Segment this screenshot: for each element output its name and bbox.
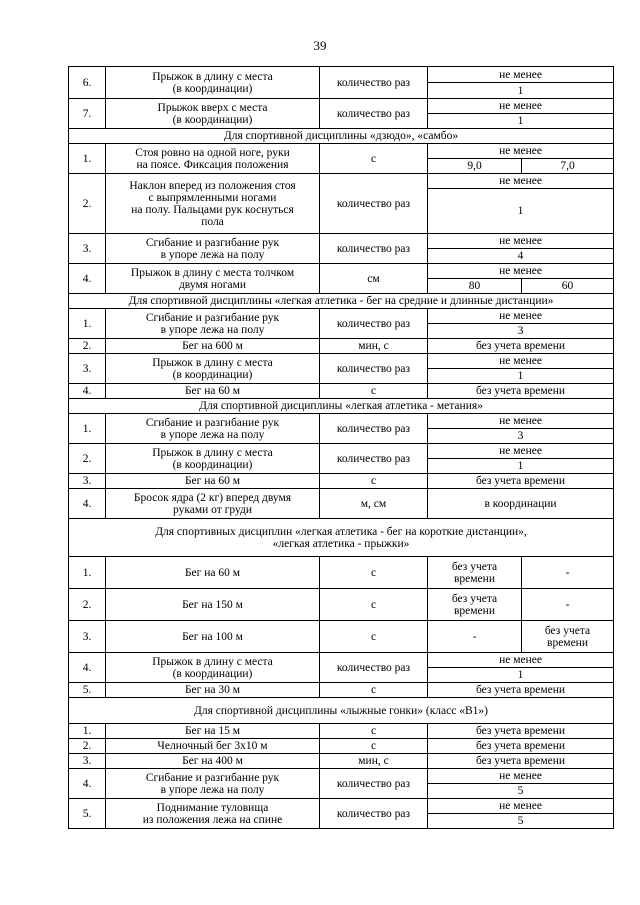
row-number: 1.	[69, 557, 106, 589]
row-number: 3.	[69, 474, 106, 489]
unit: м, см	[320, 489, 428, 519]
row-number: 1.	[69, 724, 106, 739]
unit: с	[320, 683, 428, 698]
unit: с	[320, 474, 428, 489]
unit: количество раз	[320, 354, 428, 384]
exercise-name: Стоя ровно на одной ноге, руки на поясе. Фиксация положения	[106, 144, 320, 174]
norm-header: не менее	[428, 653, 614, 668]
row-number: 3.	[69, 234, 106, 264]
table-row	[69, 144, 614, 159]
exercise-name: Сгибание и разгибание рук в упоре лежа на полу	[106, 234, 320, 264]
table-row	[69, 354, 614, 369]
table-row	[69, 739, 614, 754]
norm-value: без учета времени	[428, 683, 614, 698]
exercise-name: Прыжок в длину с места (в координации)	[106, 653, 320, 683]
norm-value: 4	[428, 249, 614, 264]
exercise-name: Бег на 15 м	[106, 724, 320, 739]
row-number: 3.	[69, 354, 106, 384]
table-row	[69, 384, 614, 399]
exercise-name: Бросок ядра (2 кг) вперед двумя руками от груди	[106, 489, 320, 519]
norm-value-girls: -	[522, 589, 614, 621]
exercise-name: Бег на 600 м	[106, 339, 320, 354]
norm-value: 1	[428, 369, 614, 384]
exercise-name: Челночный бег 3х10 м	[106, 739, 320, 754]
norm-header: не менее	[428, 444, 614, 459]
exercise-name: Бег на 60 м	[106, 384, 320, 399]
row-number: 4.	[69, 653, 106, 683]
section-row	[69, 399, 614, 414]
norm-value: 1	[428, 189, 614, 234]
norm-header: не менее	[428, 799, 614, 814]
unit: с	[320, 557, 428, 589]
table-row	[69, 234, 614, 249]
unit: с	[320, 384, 428, 399]
row-number: 4.	[69, 384, 106, 399]
section-row	[69, 129, 614, 144]
row-number: 2.	[69, 444, 106, 474]
row-number: 3.	[69, 754, 106, 769]
unit: количество раз	[320, 309, 428, 339]
section-row	[69, 519, 614, 557]
norm-header: не менее	[428, 234, 614, 249]
row-number: 4.	[69, 769, 106, 799]
section-row	[69, 698, 614, 724]
row-number: 1.	[69, 144, 106, 174]
table-row	[69, 769, 614, 784]
norm-value: без учета времени	[428, 474, 614, 489]
unit: мин, с	[320, 339, 428, 354]
table-row	[69, 799, 614, 814]
table-row	[69, 557, 614, 589]
norm-value: 5	[428, 784, 614, 799]
unit: с	[320, 144, 428, 174]
norms-table	[68, 66, 614, 829]
exercise-name: Прыжок в длину с места (в координации)	[106, 354, 320, 384]
norm-value-boys: без учета времени	[428, 589, 522, 621]
row-number: 5.	[69, 799, 106, 829]
table-row	[69, 589, 614, 621]
norm-header: не менее	[428, 67, 614, 83]
norm-value-boys: -	[428, 621, 522, 653]
norm-value: без учета времени	[428, 739, 614, 754]
norm-value-boys: 80	[428, 279, 522, 294]
norm-header: не менее	[428, 264, 614, 279]
unit: количество раз	[320, 99, 428, 129]
norm-value-girls: -	[522, 557, 614, 589]
norm-header: не менее	[428, 174, 614, 189]
table-row	[69, 724, 614, 739]
unit: количество раз	[320, 799, 428, 829]
table-row	[69, 309, 614, 324]
table-row	[69, 621, 614, 653]
unit: с	[320, 621, 428, 653]
exercise-name: Бег на 60 м	[106, 557, 320, 589]
norm-value: без учета времени	[428, 754, 614, 769]
norm-header: не менее	[428, 309, 614, 324]
row-number: 5.	[69, 683, 106, 698]
exercise-name: Сгибание и разгибание рук в упоре лежа на полу	[106, 414, 320, 444]
norm-value-girls: 7,0	[522, 159, 614, 174]
norm-header: не менее	[428, 769, 614, 784]
table-row	[69, 174, 614, 189]
table-row	[69, 683, 614, 698]
exercise-name: Наклон вперед из положения стоя с выпрямленными ногами на полу. Пальцами рук коснуться пола	[106, 174, 320, 234]
norm-header: не менее	[428, 414, 614, 429]
table-row	[69, 444, 614, 459]
exercise-name: Бег на 30 м	[106, 683, 320, 698]
unit: количество раз	[320, 414, 428, 444]
unit: количество раз	[320, 653, 428, 683]
table-row	[69, 653, 614, 668]
row-number: 1.	[69, 414, 106, 444]
norm-value-girls: без учета времени	[522, 621, 614, 653]
section-heading: Для спортивных дисциплин «легкая атлетика - бег на короткие дистанции», «легкая атлетика - прыжки»	[69, 519, 614, 557]
norm-header: не менее	[428, 99, 614, 114]
table-row	[69, 339, 614, 354]
norm-value: без учета времени	[428, 339, 614, 354]
exercise-name: Прыжок в длину с места (в координации)	[106, 444, 320, 474]
page-number: 39	[313, 38, 327, 53]
exercise-name: Поднимание туловища из положения лежа на спине	[106, 799, 320, 829]
table-row	[69, 264, 614, 279]
table-row	[69, 754, 614, 769]
norm-value: 1	[428, 668, 614, 683]
table-row	[69, 414, 614, 429]
row-number: 6.	[69, 67, 106, 99]
row-number: 2.	[69, 339, 106, 354]
section-heading: Для спортивной дисциплины «лыжные гонки» (класс «В1»)	[69, 698, 614, 724]
unit: количество раз	[320, 67, 428, 99]
unit: количество раз	[320, 769, 428, 799]
row-number: 7.	[69, 99, 106, 129]
exercise-name: Сгибание и разгибание рук в упоре лежа на полу	[106, 309, 320, 339]
row-number: 1.	[69, 309, 106, 339]
row-number: 3.	[69, 621, 106, 653]
exercise-name: Прыжок в длину с места (в координации)	[106, 67, 320, 99]
table-row	[69, 474, 614, 489]
section-heading: Для спортивной дисциплины «легкая атлетика - бег на средние и длинные дистанции»	[69, 294, 614, 309]
unit: с	[320, 739, 428, 754]
norm-value: без учета времени	[428, 724, 614, 739]
norm-value-girls: 60	[522, 279, 614, 294]
unit: мин, с	[320, 754, 428, 769]
exercise-name: Бег на 400 м	[106, 754, 320, 769]
norm-value-boys: 9,0	[428, 159, 522, 174]
norm-value: без учета времени	[428, 384, 614, 399]
row-number: 2.	[69, 739, 106, 754]
norm-header: не менее	[428, 354, 614, 369]
norm-value: 3	[428, 324, 614, 339]
unit: количество раз	[320, 174, 428, 234]
row-number: 4.	[69, 264, 106, 294]
exercise-name: Прыжок в длину с места толчком двумя ногами	[106, 264, 320, 294]
unit: количество раз	[320, 234, 428, 264]
exercise-name: Бег на 60 м	[106, 474, 320, 489]
section-heading: Для спортивной дисциплины «дзюдо», «самбо»	[69, 129, 614, 144]
norm-header: не менее	[428, 144, 614, 159]
exercise-name: Прыжок вверх с места (в координации)	[106, 99, 320, 129]
unit: с	[320, 589, 428, 621]
norm-value: 1	[428, 459, 614, 474]
row-number: 4.	[69, 489, 106, 519]
row-number: 2.	[69, 589, 106, 621]
norm-value: 5	[428, 814, 614, 829]
unit: см	[320, 264, 428, 294]
table-row	[69, 67, 614, 83]
norm-value: в координации	[428, 489, 614, 519]
table-row	[69, 489, 614, 519]
exercise-name: Сгибание и разгибание рук в упоре лежа на полу	[106, 769, 320, 799]
exercise-name: Бег на 150 м	[106, 589, 320, 621]
norm-value: 1	[428, 83, 614, 99]
section-heading: Для спортивной дисциплины «легкая атлетика - метания»	[69, 399, 614, 414]
norm-value: 3	[428, 429, 614, 444]
unit: с	[320, 724, 428, 739]
norm-value: 1	[428, 114, 614, 129]
norm-value-boys: без учета времени	[428, 557, 522, 589]
unit: количество раз	[320, 444, 428, 474]
table-row	[69, 99, 614, 114]
section-row	[69, 294, 614, 309]
exercise-name: Бег на 100 м	[106, 621, 320, 653]
row-number: 2.	[69, 174, 106, 234]
